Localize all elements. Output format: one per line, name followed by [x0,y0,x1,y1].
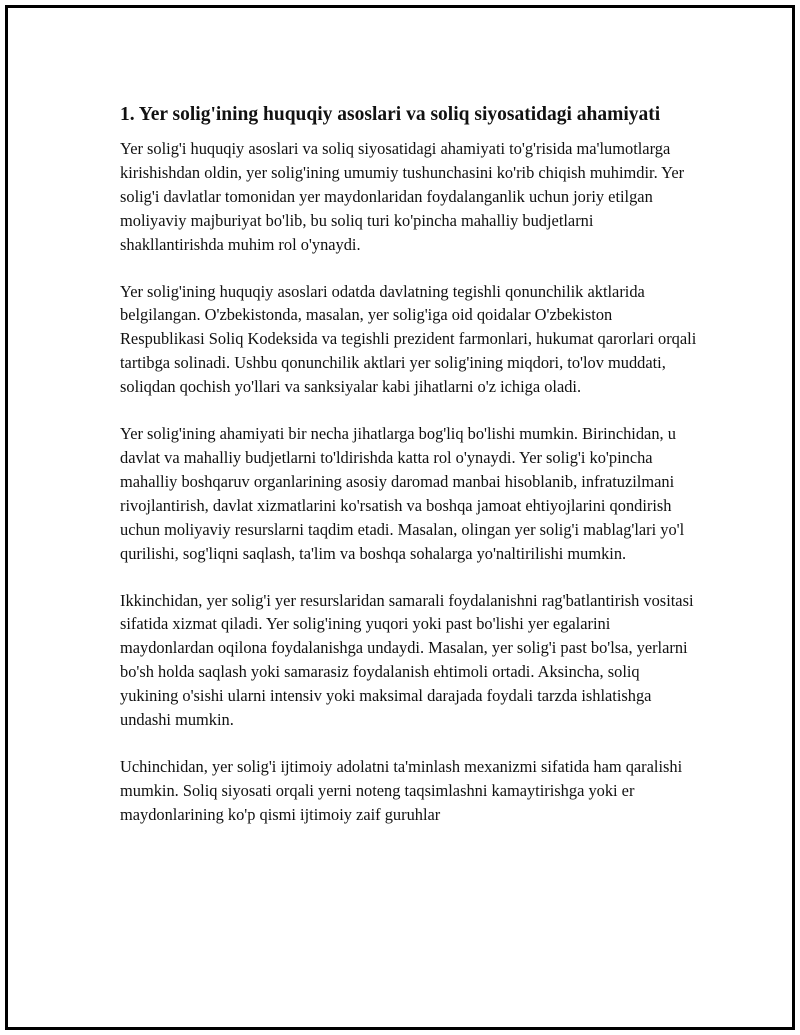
paragraph: Yer solig'i huquqiy asoslari va soliq siyosatidagi ahamiyati to'g'risida ma'lumotlarga kirishishdan oldin, yer solig'ining umumiy tushunchasini ko'rib chiqish muhimdir. Yer solig'i davlatlar tomonidan yer maydonlaridan foydalanganlik uchun joriy etilgan moliyaviy majburiyat bo'lib, bu soliq turi ko'pincha mahalliy budjetlarni shakllantirishda muhim rol o'ynaydi. [120,139,685,254]
page-frame [5,5,795,1030]
paragraph: Yer solig'ining huquqiy asoslari odatda davlatning tegishli qonunchilik aktlarida belgilangan. O'zbekistonda, masalan, yer solig'iga oid qoidalar O'zbekiston Respublikasi Soliq Kodeksida va tegishli prezident farmonlari, hukumat qarorlari orqali tartibga solinadi. Ushbu qonunchilik aktlari yer solig'ining miqdori, to'lov muddati, soliqdan qochish yo'llari va sanksiyalar kabi jihatlarni o'z ichiga oladi. [120,281,697,397]
paragraph: Ikkinchidan, yer solig'i yer resurslaridan samarali foydalanishni rag'batlantirish vositasi sifatida xizmat qiladi. Yer solig'ining yuqori yoki past bo'lishi yer egalarini maydonlardan oqilona foydalanishga undaydi. Masalan, yer solig'i past bo'lsa, yerlarni bo'sh holda saqlash yoki samarasiz foydalanish ehtimoli ortadi. Aksincha, soliq yukining o'sishi ularni intensiv yoki maksimal darajada foydali tarzda ishlatishga undashi mumkin. [120,590,694,730]
paragraph: Uchinchidan, yer solig'i ijtimoiy adolatni ta'minlash mexanizmi sifatida ham qaralishi mumkin. Soliq siyosati orqali yerni noteng taqsimlashni kamaytirishga yoki er maydonlarining ko'p qismi ijtimoiy zaif guruhlar [120,756,683,824]
document-body [120,100,700,850]
section-heading: 1. Yer solig'ining huquqiy asoslari va soliq siyosatidagi ahamiyati [120,104,661,125]
paragraph: Yer solig'ining ahamiyati bir necha jihatlarga bog'liq bo'lishi mumkin. Birinchidan, u davlat va mahalliy budjetlarni to'ldirishda katta rol o'ynaydi. Yer solig'i ko'pincha mahalliy boshqaruv organlarining asosiy daromad manbai hisoblanib, infratuzilmani rivojlantirish, davlat xizmatlarini ko'rsatish va boshqa jamoat ehtiyojlarini qondirish uchun moliyaviy resurslarni taqdim etadi. Masalan, olingan yer solig'i mablag'lari yo'l qurilishi, sog'liqni saqlash, ta'lim va boshqa sohalarga yo'naltirilishi mumkin. [120,424,685,563]
